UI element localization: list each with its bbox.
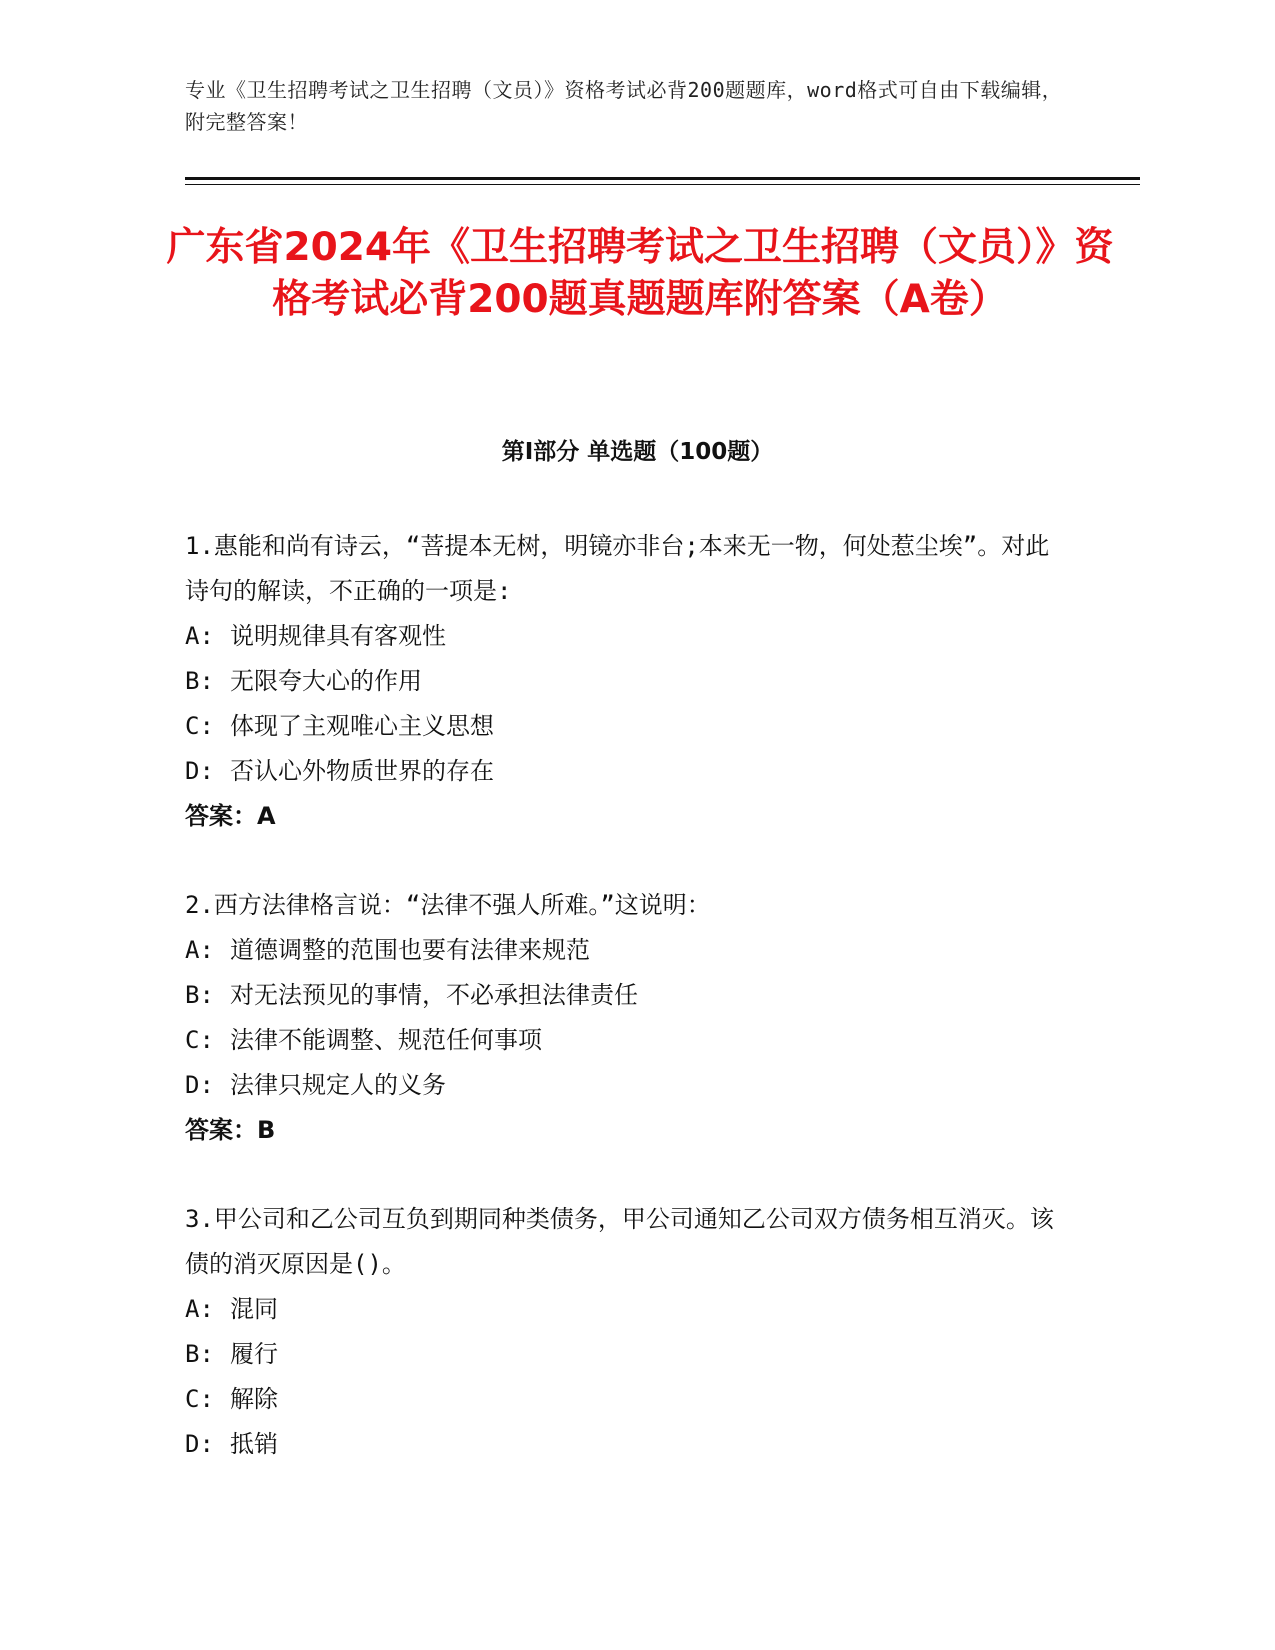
option-letter: D: — [185, 757, 214, 785]
header-divider-thick — [185, 177, 1140, 180]
option-text: 体现了主观唯心主义思想 — [230, 712, 494, 740]
question-list — [185, 524, 1065, 1511]
option-letter: C: — [185, 712, 214, 740]
option-letter: B: — [185, 1340, 214, 1368]
option-text: 法律不能调整、规范任何事项 — [230, 1026, 542, 1054]
option-a — [185, 928, 1065, 973]
question-text: 3.甲公司和乙公司互负到期同种类债务，甲公司通知乙公司双方债务相互消灭。该债的消灭原因是()。 — [185, 1205, 1054, 1278]
question-text: 1.惠能和尚有诗云，“菩提本无树，明镜亦非台;本来无一物，何处惹尘埃”。对此诗句的解读，不正确的一项是: — [185, 532, 1050, 605]
option-text: 解除 — [230, 1385, 278, 1413]
option-letter: D: — [185, 1430, 214, 1458]
option-a — [185, 1287, 1065, 1332]
option-text: 抵销 — [230, 1430, 278, 1458]
option-letter: A: — [185, 1295, 214, 1323]
option-b — [185, 973, 1065, 1018]
option-text: 无限夸大心的作用 — [230, 667, 422, 695]
option-text: 对无法预见的事情，不必承担法律责任 — [230, 981, 638, 1009]
option-letter: D: — [185, 1071, 214, 1099]
header-divider-thin — [185, 184, 1140, 185]
option-d — [185, 1422, 1065, 1467]
option-text: 否认心外物质世界的存在 — [230, 757, 494, 785]
option-a — [185, 614, 1065, 659]
option-c — [185, 1018, 1065, 1063]
question-2 — [185, 883, 1065, 1153]
option-b — [185, 659, 1065, 704]
option-d — [185, 1063, 1065, 1108]
option-c — [185, 1377, 1065, 1422]
option-text: 说明规律具有客观性 — [230, 622, 446, 650]
header-note: 专业《卫生招聘考试之卫生招聘（文员）》资格考试必背200题题库，word格式可自由下载编辑，附完整答案！ — [185, 78, 1063, 134]
section-heading: 第I部分 单选题（100题） — [501, 439, 774, 465]
answer-line: 答案：B — [185, 1116, 276, 1144]
option-letter: B: — [185, 667, 214, 695]
option-text: 法律只规定人的义务 — [230, 1071, 446, 1099]
option-letter: B: — [185, 981, 214, 1009]
option-letter: C: — [185, 1385, 214, 1413]
document-title: 广东省2024年《卫生招聘考试之卫生招聘（文员）》资格考试必背200题真题题库附答案（A卷） — [166, 225, 1114, 322]
option-letter: C: — [185, 1026, 214, 1054]
option-c — [185, 704, 1065, 749]
option-text: 道德调整的范围也要有法律来规范 — [230, 936, 590, 964]
option-letter: A: — [185, 622, 214, 650]
question-1 — [185, 524, 1065, 839]
option-d — [185, 749, 1065, 794]
question-3 — [185, 1197, 1065, 1467]
question-text: 2.西方法律格言说：“法律不强人所难。”这说明： — [185, 891, 711, 919]
option-text: 混同 — [230, 1295, 278, 1323]
option-b — [185, 1332, 1065, 1377]
option-text: 履行 — [230, 1340, 278, 1368]
answer-line: 答案：A — [185, 802, 276, 830]
option-letter: A: — [185, 936, 214, 964]
